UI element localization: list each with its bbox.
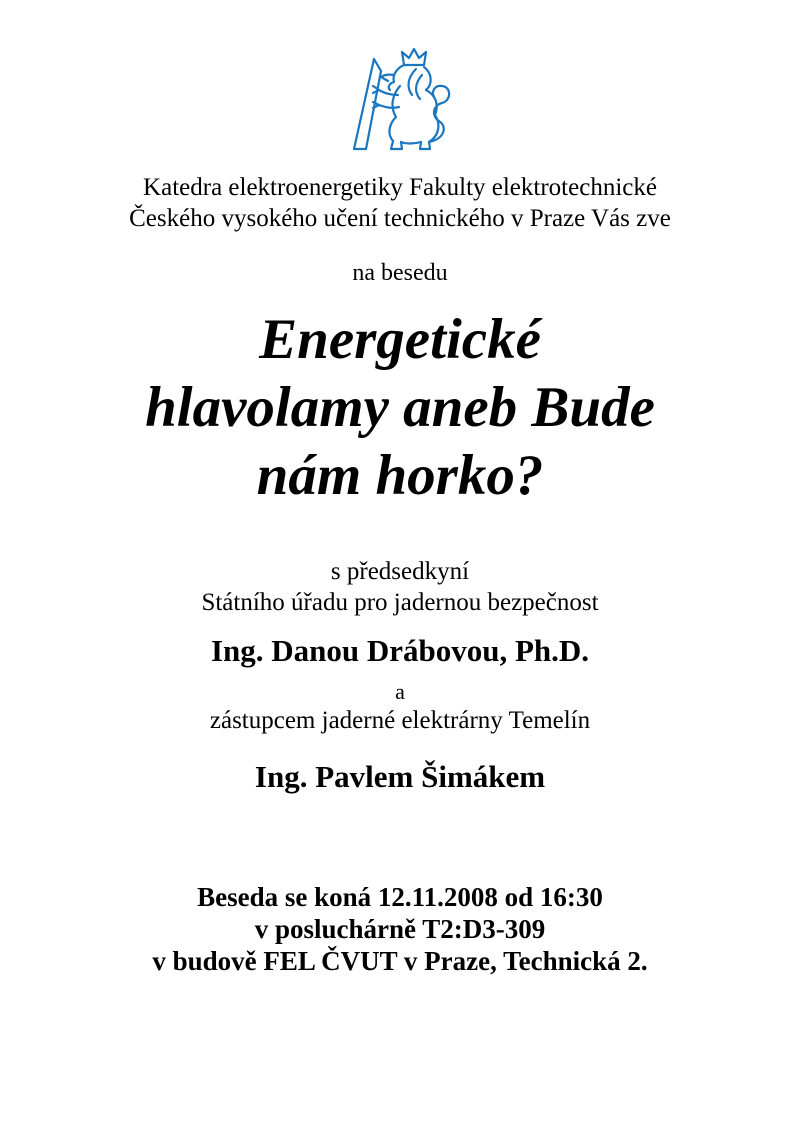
guest1-intro-line-1: s předsedkyní <box>330 558 470 585</box>
guest1-intro <box>0 556 800 618</box>
event-details-line-3: v budově FEL ČVUT v Praze, Technická 2. <box>152 946 648 976</box>
event-title-line-2: hlavolamy aneb Bude <box>145 376 655 439</box>
cvut-logo <box>338 45 462 155</box>
guest1-name: Ing. Danou Drábovou, Ph.D. <box>210 633 590 668</box>
event-title-line-1: Energetické <box>259 308 541 371</box>
conjunction: a <box>395 679 405 704</box>
guest2-name: Ing. Pavlem Šimákem <box>254 759 546 794</box>
event-details-line-2: v posluchárně T2:D3-309 <box>254 914 546 944</box>
event-title-line-3: nám horko? <box>256 444 544 507</box>
event-details <box>0 881 800 977</box>
event-title <box>0 306 800 510</box>
organizer-line-2: Českého vysokého učení technického v Praze Vás zve <box>129 205 671 232</box>
organizer-block <box>0 172 800 234</box>
event-kind: na besedu <box>352 260 448 286</box>
guest1-intro-line-2: Státního úřadu pro jadernou bezpečnost <box>201 589 599 616</box>
event-details-line-1: Beseda se koná 12.11.2008 od 16:30 <box>197 882 603 912</box>
cvut-lion-icon <box>338 45 462 155</box>
guest2-intro: zástupcem jaderné elektrárny Temelín <box>209 707 591 734</box>
organizer-line-1: Katedra elektroenergetiky Fakulty elektrotechnické <box>143 174 657 201</box>
